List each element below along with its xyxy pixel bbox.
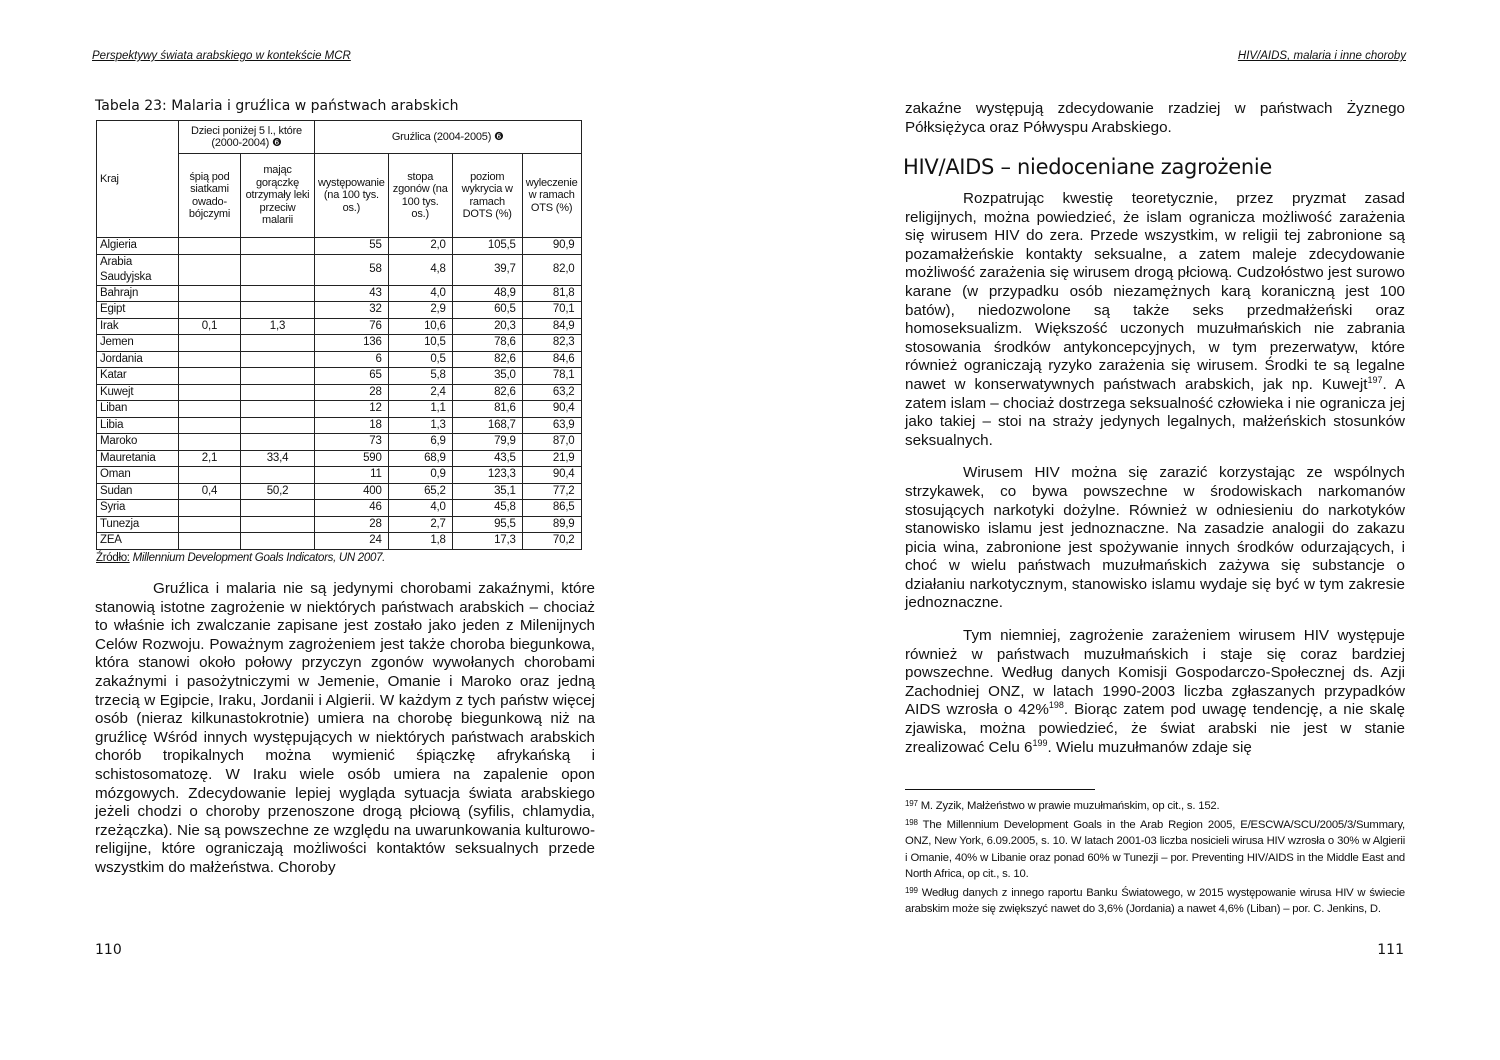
cell-detect: 78,6	[452, 335, 522, 352]
cell-fever	[241, 500, 315, 517]
paragraph-trend	[905, 627, 1405, 757]
paragraph-religion	[905, 190, 1405, 450]
cell-prev: 46	[315, 500, 389, 517]
cell-detect: 105,5	[452, 238, 522, 255]
cell-fever	[241, 434, 315, 451]
cell-fever	[241, 467, 315, 484]
country-cell: Mauretania	[97, 450, 179, 467]
cell-nets	[179, 335, 241, 352]
cell-cure: 84,9	[522, 318, 581, 335]
country-cell: Egipt	[97, 302, 179, 319]
footnote-number: 198	[905, 817, 918, 827]
header-fever: mając gorączkę otrzymały leki przeciw malarii	[241, 154, 315, 238]
country-cell: Maroko	[97, 434, 179, 451]
cell-fever	[241, 533, 315, 550]
cell-death: 1,8	[388, 533, 452, 550]
country-cell: Syria	[97, 500, 179, 517]
table-row	[97, 335, 582, 352]
cell-cure: 86,5	[522, 500, 581, 517]
country-cell: Arabia Saudyjska	[97, 254, 179, 285]
cell-nets	[179, 434, 241, 451]
header-detection: poziom wykrycia w ramach DOTS (%)	[452, 154, 522, 238]
cell-cure: 82,0	[522, 254, 581, 285]
left-body-text	[95, 580, 595, 878]
header-death-rate: stopa zgonów (na 100 tys. os.)	[388, 154, 452, 238]
cell-prev: 590	[315, 450, 389, 467]
footnotes	[905, 796, 1405, 918]
cell-nets	[179, 254, 241, 285]
cell-prev: 11	[315, 467, 389, 484]
cell-nets	[179, 467, 241, 484]
table-row	[97, 500, 582, 517]
footnote	[905, 796, 1405, 815]
cell-death: 0,9	[388, 467, 452, 484]
table-row	[97, 351, 582, 368]
table-row	[97, 318, 582, 335]
cell-fever	[241, 302, 315, 319]
cell-nets: 0,1	[179, 318, 241, 335]
cell-death: 4,0	[388, 500, 452, 517]
cell-death: 68,9	[388, 450, 452, 467]
cell-death: 4,8	[388, 254, 452, 285]
footnote-text: Według danych z innego raportu Banku Światowego, w 2015 występowanie wirusa HIV w świecie arabskim może się zwiększyć nawet do 3,6% (Jordania) a nawet 4,6% (Liban) – por. C. Jenkins, D.	[905, 886, 1405, 915]
cell-prev: 65	[315, 368, 389, 385]
table-row	[97, 384, 582, 401]
cell-prev: 28	[315, 516, 389, 533]
source-label: Źródło:	[96, 552, 130, 564]
cell-cure: 84,6	[522, 351, 581, 368]
cell-detect: 60,5	[452, 302, 522, 319]
cell-cure: 82,3	[522, 335, 581, 352]
cell-fever	[241, 254, 315, 285]
cell-detect: 20,3	[452, 318, 522, 335]
header-children-group: Dzieci poniżej 5 l., które (2000-2004) ❻	[179, 121, 315, 154]
cell-cure: 90,4	[522, 467, 581, 484]
cell-cure: 70,1	[522, 302, 581, 319]
country-cell: Liban	[97, 401, 179, 418]
cell-prev: 18	[315, 417, 389, 434]
table-row	[97, 238, 582, 255]
cell-detect: 35,1	[452, 483, 522, 500]
cell-death: 2,7	[388, 516, 452, 533]
table-row	[97, 483, 582, 500]
source-text: Millennium Development Goals Indicators, UN 2007.	[129, 552, 386, 564]
country-cell: ZEA	[97, 533, 179, 550]
cell-detect: 168,7	[452, 417, 522, 434]
cell-death: 5,8	[388, 368, 452, 385]
cell-detect: 45,8	[452, 500, 522, 517]
header-tb-group: Gruźlica (2004-2005) ❻	[315, 121, 582, 154]
page-number-right: 111	[1377, 942, 1404, 958]
cell-fever	[241, 351, 315, 368]
header-nets: śpią pod siatkami owado-bójczymi	[179, 154, 241, 238]
header-cure: wyleczenie w ramach OTS (%)	[522, 154, 581, 238]
footnote-ref-198[interactable]: 198	[1048, 700, 1064, 711]
country-cell: Jemen	[97, 335, 179, 352]
country-cell: Irak	[97, 318, 179, 335]
cell-death: 2,4	[388, 384, 452, 401]
cell-cure: 90,4	[522, 401, 581, 418]
running-head-right: HIV/AIDS, malaria i inne choroby	[1237, 50, 1406, 62]
cell-prev: 43	[315, 285, 389, 302]
cell-cure: 89,9	[522, 516, 581, 533]
cell-cure: 70,2	[522, 533, 581, 550]
cell-fever	[241, 401, 315, 418]
cell-fever	[241, 335, 315, 352]
cell-cure: 21,9	[522, 450, 581, 467]
table-row	[97, 450, 582, 467]
cell-fever	[241, 368, 315, 385]
cell-cure: 63,9	[522, 417, 581, 434]
cell-cure: 90,9	[522, 238, 581, 255]
right-body-text	[905, 190, 1405, 757]
footnote-text: The Millennium Development Goals in the Arab Region 2005, E/ESCWA/SCU/2005/3/Summary, ONZ, New York, 6.09.2005, s. 10. W latach 2001-03 liczba nosicieli wirusa HIV wzrosła o 30% w Algierii i Omanie, 40% w Libanie oraz ponad 60% w Tunezji – por. Preventing HIV/AIDS in the Middle East and North Africa, op cit., s. 10.	[905, 818, 1405, 880]
cell-prev: 136	[315, 335, 389, 352]
page-number-left: 110	[95, 942, 122, 958]
cell-nets	[179, 285, 241, 302]
cell-death: 10,5	[388, 335, 452, 352]
cell-detect: 82,6	[452, 384, 522, 401]
cell-prev: 6	[315, 351, 389, 368]
header-prevalence: występowanie (na 100 tys. os.)	[315, 154, 389, 238]
country-cell: Algieria	[97, 238, 179, 255]
table-row	[97, 302, 582, 319]
cell-detect: 82,6	[452, 351, 522, 368]
cell-fever: 50,2	[241, 483, 315, 500]
cell-prev: 12	[315, 401, 389, 418]
cell-death: 2,9	[388, 302, 452, 319]
cell-fever	[241, 238, 315, 255]
header-kraj: Kraj	[97, 121, 179, 238]
cell-fever	[241, 516, 315, 533]
cell-death: 0,5	[388, 351, 452, 368]
cell-death: 2,0	[388, 238, 452, 255]
table-row	[97, 533, 582, 550]
cell-death: 4,0	[388, 285, 452, 302]
intro-paragraph: zakaźne występują zdecydowanie rzadziej w państwach Żyznego Półksiężyca oraz Półwyspu Arabskiego.	[905, 100, 1405, 136]
cell-prev: 76	[315, 318, 389, 335]
cell-fever: 1,3	[241, 318, 315, 335]
footnote-ref-199[interactable]: 199	[1032, 737, 1048, 748]
cell-fever	[241, 384, 315, 401]
cell-death: 65,2	[388, 483, 452, 500]
malaria-tb-table	[96, 120, 582, 550]
cell-nets	[179, 533, 241, 550]
country-cell: Oman	[97, 467, 179, 484]
country-cell: Tunezja	[97, 516, 179, 533]
section-heading: HIV/AIDS – niedoceniane zagrożenie	[903, 155, 1273, 179]
cell-death: 10,6	[388, 318, 452, 335]
table-row	[97, 467, 582, 484]
table-row	[97, 417, 582, 434]
country-cell: Sudan	[97, 483, 179, 500]
country-cell: Kuwejt	[97, 384, 179, 401]
cell-nets	[179, 302, 241, 319]
p3-text-a: Tym niemniej, zagrożenie zarażeniem wirusem HIV występuje również w państwach muzułmańskich i staje się coraz bardziej powszechne. Według danych Komisji Gospodarczo-Społecznej ds. Azji Zachodniej ONZ, w latach 1990-2003 liczba zgłaszanych przypadków AIDS wzrosła o 42%	[905, 627, 1405, 719]
cell-fever	[241, 285, 315, 302]
left-paragraph: Gruźlica i malaria nie są jedynymi chorobami zakaźnymi, które stanowią istotne zagrożenie w niektórych państwach arabskich – chociaż to właśnie ich zwalczanie zapisane jest zostało jako jeden z Milenijnych Celów Rozwoju. Poważnym zagrożeniem jest także choroba biegunkowa, która stanowi około połowy przyczyn zgonów wywołanych chorobami zakaźnymi i pasożytniczymi w Jemenie, Omanie i Maroko oraz jedną trzecią w Egipcie, Iraku, Jordanii i Algierii. W każdym z tych państw więcej osób (nieraz kilkunastokrotnie) umiera na chorobę biegunkową niż na gruźlicę Wśród innych występujących w niektórych państwach arabskich chorób tropikalnych można wymienić śpiączkę afrykańską i schistosomatozę. W Iraku wiele osób umiera na zapalenie opon mózgowych. Zdecydowanie lepiej wygląda sytuacja świata arabskiego jeżeli chodzi o choroby przenoszone drogą płciową (syfilis, chlamydia, rzeżączka). Nie są powszechne ze względu na uwarunkowania kulturowo-religijne, które ograniczają możliwości kontaktów seksualnych przede wszystkim do małżeństwa. Choroby	[95, 580, 595, 876]
cell-nets: 2,1	[179, 450, 241, 467]
country-cell: Katar	[97, 368, 179, 385]
cell-nets	[179, 401, 241, 418]
p1-text-a: Rozpatrując kwestię teoretycznie, przez pryzmat zasad religijnych, można powiedzieć, że islam ogranicza możliwość zarażenia się wirusem HIV do zera. Przede wszystkim, w religii tej zabronione są pozamałżeńskie kontakty seksualne, a zatem maleje zdecydowanie możliwość zarażenia się wirusem drogą płciową. Cudzołóstwo jest surowo karane (w przypadku osób niezamężnych karą koraniczną jest 100 batów), niedozwolone są także seks przedmałżeński oraz homoseksualizm. Większość uczonych muzułmańskich nie zabrania stosowania środków antykoncepcyjnych, w tym prezerwatyw, które również ograniczają ryzyko zarażenia się wirusem. Środki te są legalne nawet w konserwatywnych państwach arabskich, jak np. Kuwejt	[905, 190, 1405, 393]
footnote-number: 197	[905, 799, 918, 808]
table-caption: Tabela 23: Malaria i gruźlica w państwach arabskich	[95, 98, 459, 114]
paragraph-drugs: Wirusem HIV można się zarazić korzystając ze wspólnych strzykawek, co bywa powszechne w środowiskach narkomanów stosujących narkotyki dożylne. Również w odniesieniu do narkotyków stanowisko islamu jest jednoznaczne. Na zasadzie analogii do zakazu picia wina, zabronione jest spożywanie innych środków odurzających, i choć w wielu państwach muzułmańskich zażywa się substancje o działaniu narkotycznym, stanowisko islamu wydaje się być w tym zakresie jednoznaczne.	[905, 464, 1405, 612]
cell-death: 6,9	[388, 434, 452, 451]
cell-detect: 43,5	[452, 450, 522, 467]
cell-detect: 95,5	[452, 516, 522, 533]
cell-detect: 35,0	[452, 368, 522, 385]
cell-nets	[179, 351, 241, 368]
cell-fever	[241, 417, 315, 434]
table-row	[97, 254, 582, 285]
table-row	[97, 285, 582, 302]
cell-prev: 28	[315, 384, 389, 401]
table-row	[97, 368, 582, 385]
cell-death: 1,1	[388, 401, 452, 418]
table-row	[97, 401, 582, 418]
country-cell: Jordania	[97, 351, 179, 368]
cell-prev: 58	[315, 254, 389, 285]
footnote-number: 199	[905, 885, 918, 895]
cell-cure: 87,0	[522, 434, 581, 451]
cell-cure: 78,1	[522, 368, 581, 385]
cell-detect: 39,7	[452, 254, 522, 285]
cell-cure: 63,2	[522, 384, 581, 401]
country-cell: Libia	[97, 417, 179, 434]
cell-prev: 24	[315, 533, 389, 550]
footnote	[905, 883, 1405, 918]
cell-nets	[179, 417, 241, 434]
cell-cure: 81,8	[522, 285, 581, 302]
footnote-ref-197[interactable]: 197	[1367, 374, 1383, 385]
running-head-left: Perspektywy świata arabskiego w kontekście MCR	[92, 50, 351, 62]
table-source	[96, 552, 385, 564]
cell-detect: 17,3	[452, 533, 522, 550]
cell-death: 1,3	[388, 417, 452, 434]
cell-detect: 123,3	[452, 467, 522, 484]
cell-detect: 79,9	[452, 434, 522, 451]
cell-prev: 55	[315, 238, 389, 255]
cell-nets	[179, 516, 241, 533]
cell-prev: 400	[315, 483, 389, 500]
table-row	[97, 434, 582, 451]
p1-text-b: . A zatem islam – chociaż dostrzega seksualność człowieka i nie ogranicza jej jako takiej – stoi na straży jedynych legalnych, małżeńskich stosunków seksualnych.	[905, 375, 1405, 449]
cell-prev: 73	[315, 434, 389, 451]
cell-prev: 32	[315, 302, 389, 319]
footnote-rule	[905, 789, 1095, 790]
footnote-text: M. Zyzik, Małżeństwo w prawie muzułmańskim, op cit., s. 152.	[917, 800, 1220, 812]
cell-nets	[179, 368, 241, 385]
country-cell: Bahrajn	[97, 285, 179, 302]
p3-text-c: . Wielu muzułmanów zdaje się	[1047, 738, 1252, 756]
table-row	[97, 516, 582, 533]
cell-fever: 33,4	[241, 450, 315, 467]
cell-nets	[179, 238, 241, 255]
footnote	[905, 815, 1405, 883]
cell-nets	[179, 384, 241, 401]
right-intro-text	[905, 100, 1405, 137]
cell-detect: 48,9	[452, 285, 522, 302]
cell-detect: 81,6	[452, 401, 522, 418]
cell-cure: 77,2	[522, 483, 581, 500]
cell-nets: 0,4	[179, 483, 241, 500]
p3-text-b: . Biorąc zatem pod uwagę tendencję, a nie skalę zjawiska, można powiedzieć, że świat arabski nie jest w stanie zrealizować Celu 6	[905, 701, 1406, 756]
cell-nets	[179, 500, 241, 517]
